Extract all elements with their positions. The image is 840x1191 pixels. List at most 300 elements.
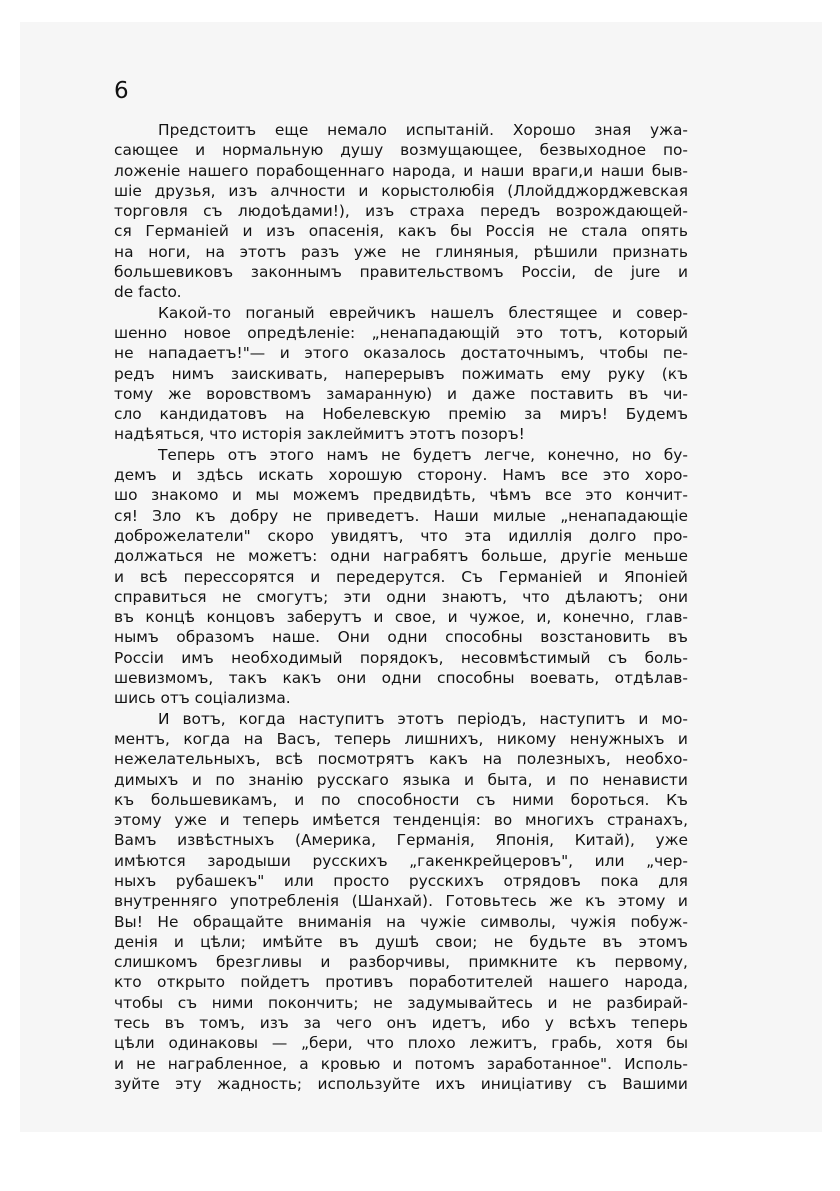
word: по — [569, 770, 589, 789]
word: нашелъ — [430, 303, 495, 322]
word: Россіи — [114, 648, 164, 667]
word: наши — [600, 161, 645, 180]
word: и — [611, 303, 622, 322]
text-line — [114, 871, 688, 891]
word: шевизмомъ, — [114, 669, 214, 688]
word: и — [310, 567, 321, 586]
word: знакомо — [150, 486, 219, 505]
word: быта, — [487, 770, 533, 789]
word: конечно, — [547, 445, 620, 464]
word: открыто — [157, 973, 226, 992]
word: во — [493, 811, 513, 830]
word: или — [283, 871, 314, 890]
word: меньше — [624, 547, 688, 566]
word: „бери, — [301, 1034, 353, 1053]
word: нападаетъ!"— — [148, 344, 266, 363]
word: слишкомъ — [114, 953, 198, 972]
word: концѣ — [145, 608, 196, 627]
word: всѣхъ — [568, 1014, 617, 1033]
word: пока — [600, 871, 639, 890]
word: посмотрятъ — [317, 750, 415, 769]
word: душѣ — [374, 932, 420, 951]
word: знаютъ, — [441, 587, 507, 606]
word: это — [602, 466, 630, 485]
word: этотъ — [409, 425, 461, 444]
word: въ — [667, 628, 688, 647]
word: Готовьтесь — [445, 892, 537, 911]
word: несовмѣстимый — [460, 648, 591, 667]
word: законнымъ — [250, 263, 342, 282]
word: „чер- — [646, 851, 688, 870]
text-line — [114, 526, 688, 546]
word: Вы! — [114, 912, 143, 931]
word: въ — [114, 608, 134, 627]
word: сающее — [114, 141, 179, 160]
word: глиняныя, — [435, 242, 519, 261]
word: въ — [628, 384, 649, 403]
word: одни — [381, 669, 422, 688]
word: (Америка, — [294, 831, 376, 850]
word: чтобы — [114, 993, 164, 1012]
word: и — [231, 486, 242, 505]
word: не — [572, 993, 592, 1012]
word: не — [221, 587, 242, 606]
word: нашего — [548, 973, 609, 992]
text-line — [114, 161, 688, 181]
word: немало — [327, 121, 387, 139]
text-line — [114, 445, 688, 465]
word: миръ! — [559, 405, 608, 424]
word: de — [593, 263, 614, 282]
word: разбирай- — [606, 993, 688, 1012]
word: на — [243, 729, 264, 748]
text-line — [114, 932, 688, 952]
word: и — [173, 932, 184, 951]
word: въ — [602, 932, 623, 951]
word: передерутся. — [336, 567, 446, 586]
word: народа, — [624, 973, 688, 992]
word: что — [522, 587, 550, 606]
text-line — [114, 424, 688, 444]
word: позоръ! — [460, 425, 525, 444]
word: а — [299, 1054, 309, 1073]
word: соціализма. — [194, 689, 291, 708]
word: легче, — [484, 445, 535, 464]
word: про- — [653, 526, 688, 545]
word: когда — [183, 729, 231, 748]
word: рѣшили — [533, 242, 598, 261]
page-number: 6 — [114, 78, 129, 104]
text-line — [114, 282, 688, 302]
word: возстановить — [540, 628, 651, 647]
word: всѣ — [275, 750, 304, 769]
word: достаточнымъ, — [460, 344, 585, 363]
word: наперерывъ — [344, 364, 445, 383]
word: и — [373, 608, 384, 627]
word: конечно, — [562, 608, 635, 627]
word: эти — [343, 587, 371, 606]
word: русскихъ — [408, 871, 484, 890]
word: тесь — [114, 1014, 150, 1033]
word: алчности — [270, 181, 346, 200]
word: съ — [177, 993, 198, 1012]
word: чужое, — [469, 608, 525, 627]
word: жадность; — [216, 1074, 303, 1093]
word: боль- — [644, 648, 688, 667]
word: на — [285, 405, 305, 424]
word: здѣсь — [196, 466, 244, 485]
word: новое — [183, 323, 231, 342]
word: бы — [666, 1034, 688, 1053]
word: же — [167, 384, 192, 403]
word: Хорошо — [512, 121, 576, 139]
word: уже — [655, 831, 688, 850]
word: вотъ, — [182, 709, 226, 728]
word: опасенія, — [308, 222, 385, 241]
word: и — [279, 344, 290, 363]
word: шіе — [114, 181, 142, 200]
word: и — [320, 953, 331, 972]
word: еще — [274, 121, 309, 139]
word: (Шанхай). — [351, 892, 433, 911]
word: совер- — [636, 303, 688, 322]
word: одни — [386, 587, 427, 606]
word: этому — [617, 892, 666, 911]
word: просто — [333, 871, 390, 890]
word: онъ — [386, 1014, 417, 1033]
word: даже — [471, 384, 516, 403]
word: свое, — [394, 608, 437, 627]
word: ненависти — [602, 770, 688, 789]
word: уже — [353, 242, 387, 261]
word: можемъ — [292, 486, 360, 505]
word: шенно — [114, 323, 168, 342]
word: уже — [174, 811, 207, 830]
word: быв- — [651, 161, 688, 180]
word: и — [219, 811, 230, 830]
word: „гакенкрейцеровъ", — [409, 851, 574, 870]
word: не — [136, 1054, 156, 1073]
text-line — [114, 140, 688, 160]
text-line — [114, 1033, 688, 1053]
word: и — [464, 770, 475, 789]
word: Вашими — [622, 1074, 688, 1093]
word: иниціативу — [480, 1074, 573, 1093]
word: это — [585, 486, 613, 505]
word: одни — [330, 547, 371, 566]
word: не — [380, 445, 401, 464]
word: вниманія — [297, 912, 372, 931]
word: изъ — [228, 181, 258, 200]
word: хоро- — [644, 466, 688, 485]
word: бы — [450, 222, 472, 241]
word: они — [336, 669, 367, 688]
word: разборчивы, — [348, 953, 451, 972]
word: одни — [387, 628, 428, 647]
text-line — [114, 729, 688, 749]
word: Нобелевскую — [322, 405, 431, 424]
word: чѣмъ — [489, 486, 532, 505]
word: правительствомъ — [359, 263, 504, 282]
word: ментъ, — [114, 729, 170, 748]
text-line — [114, 465, 688, 485]
word: изъ — [365, 202, 395, 221]
word: Китай), — [574, 831, 635, 850]
word: цѣли; — [200, 932, 246, 951]
word: поганый — [245, 303, 315, 322]
word: и — [294, 790, 305, 809]
word: испытаній. — [405, 121, 495, 139]
word: языка — [402, 770, 451, 789]
word: смогутъ; — [256, 587, 329, 606]
word: ибо — [501, 1014, 531, 1033]
text-line — [114, 262, 688, 282]
word: образомъ — [176, 628, 255, 647]
word: имѣется — [312, 811, 381, 830]
word: какъ — [397, 222, 437, 241]
word: нашего — [187, 161, 249, 180]
word: Германіей — [145, 222, 229, 241]
word: враги,и — [531, 161, 594, 180]
word: съ — [476, 790, 496, 809]
word: руку — [607, 364, 645, 383]
word: кровью — [320, 1054, 381, 1073]
word: съ — [587, 1074, 607, 1093]
word: заклеймитъ — [306, 425, 410, 444]
word: разъ — [300, 242, 340, 261]
text-line — [114, 912, 688, 932]
text-line — [114, 668, 688, 688]
word: не — [215, 547, 236, 566]
text-line — [114, 851, 688, 871]
word: странахъ, — [607, 811, 688, 830]
word: побуж- — [630, 912, 688, 931]
word: отъ — [227, 445, 258, 464]
word: брезгливы — [215, 953, 303, 972]
word: кончит- — [625, 486, 688, 505]
word: ся — [114, 222, 132, 241]
word: безвыходное — [539, 141, 647, 160]
word: надѣяться, — [114, 425, 210, 444]
word: къ — [576, 953, 597, 972]
word: скоро — [267, 526, 314, 545]
word: не — [401, 242, 421, 261]
word: и — [191, 770, 202, 789]
word: можетъ: — [247, 547, 318, 566]
body-text — [114, 120, 688, 1094]
word: мы — [255, 486, 280, 505]
text-line — [114, 587, 688, 607]
word: передъ — [480, 202, 541, 221]
word: и — [677, 892, 688, 911]
word: Японія, — [495, 831, 555, 850]
word: для — [658, 871, 688, 890]
word: и — [447, 384, 458, 403]
word: чужія — [570, 912, 616, 931]
word: періодъ, — [457, 709, 527, 728]
word: концовъ — [206, 608, 276, 627]
word: это — [516, 323, 544, 342]
word: потомъ — [414, 1054, 475, 1073]
word: отдѣлав- — [614, 669, 688, 688]
word: Намъ — [502, 466, 546, 485]
text-line — [114, 343, 688, 363]
word: перессорятся — [183, 567, 295, 586]
text-line — [114, 627, 688, 647]
word: будетъ — [413, 445, 472, 464]
word: и, — [536, 608, 552, 627]
word: рубашекъ" — [175, 871, 265, 890]
word: Германіей — [498, 567, 583, 586]
word: многихъ — [525, 811, 595, 830]
word: съ — [607, 648, 628, 667]
word: Будемъ — [625, 405, 688, 424]
word: способности — [357, 790, 460, 809]
word: эта — [464, 526, 492, 545]
text-line — [114, 688, 688, 708]
word: будьте — [529, 932, 587, 951]
word: и — [171, 466, 182, 485]
word: русскихъ — [312, 851, 388, 870]
word: de — [114, 283, 139, 302]
word: „ненападающій — [371, 323, 500, 342]
text-line — [114, 384, 688, 404]
word: этого — [304, 344, 349, 363]
word: не — [292, 506, 312, 525]
word: идетъ, — [431, 1014, 487, 1033]
word: имѣйте — [262, 932, 323, 951]
text-line — [114, 364, 688, 384]
word: И — [158, 709, 170, 728]
word: и — [392, 1054, 403, 1073]
word: и — [638, 709, 649, 728]
word: изъ — [266, 222, 296, 241]
word: по — [215, 770, 235, 789]
word: нормальную — [222, 141, 324, 160]
word: наступитъ — [298, 709, 385, 728]
text-line — [114, 972, 688, 992]
word: хотя — [615, 1034, 653, 1053]
text-line — [114, 830, 688, 850]
word: за — [303, 1014, 322, 1033]
word: этотъ — [239, 242, 287, 261]
word: имѣются — [114, 851, 186, 870]
text-line — [114, 323, 688, 343]
word: или — [594, 851, 625, 870]
word: какъ — [282, 669, 322, 688]
word: шо — [114, 486, 138, 505]
text-line — [114, 993, 688, 1013]
text-line — [114, 485, 688, 505]
word: тотъ, — [559, 323, 603, 342]
word: изъ — [259, 1014, 289, 1033]
word: Съ — [461, 567, 483, 586]
word: Они — [337, 628, 370, 647]
word: facto. — [138, 283, 182, 302]
word: и — [242, 222, 253, 241]
word: первому, — [614, 953, 688, 972]
word: и — [677, 729, 688, 748]
word: используйте — [317, 1074, 421, 1093]
word: ноги, — [148, 242, 191, 261]
text-line — [114, 790, 688, 810]
word: что — [209, 425, 242, 444]
word: демъ — [114, 466, 157, 485]
word: по- — [662, 141, 688, 160]
word: и — [447, 608, 458, 627]
word: сторону. — [417, 466, 488, 485]
word: блестящее — [508, 303, 598, 322]
word: къ — [114, 790, 135, 809]
word: Вамъ — [114, 831, 157, 850]
word: на — [205, 242, 225, 261]
word: предвидѣть, — [372, 486, 476, 505]
text-line — [114, 749, 688, 769]
word: плохо — [407, 1034, 456, 1053]
word: же — [549, 892, 573, 911]
text-line — [114, 891, 688, 911]
word: „ненападающіе — [560, 506, 688, 525]
word: — — [271, 1034, 288, 1053]
word: мо- — [661, 709, 688, 728]
text-line — [114, 120, 688, 140]
word: что — [420, 526, 448, 545]
word: воровствомъ — [206, 384, 312, 403]
text-line — [114, 404, 688, 424]
word: хорошую — [328, 466, 403, 485]
word: поработителей — [408, 973, 534, 992]
word: теперь — [334, 729, 392, 748]
word: томъ, — [199, 1014, 246, 1033]
word: ужа- — [650, 121, 688, 139]
word: и — [545, 770, 556, 789]
word: не — [114, 344, 134, 363]
word: способны — [445, 628, 523, 647]
text-line — [114, 546, 688, 566]
word: необхо- — [625, 750, 688, 769]
text-line — [114, 810, 688, 830]
word: премію — [448, 405, 507, 424]
text-line — [114, 1074, 688, 1094]
word: награбятъ — [382, 547, 469, 566]
word: Зло — [152, 506, 182, 525]
word: Теперь — [158, 445, 216, 464]
word: на — [482, 750, 503, 769]
word: ему — [560, 364, 591, 383]
word: зуйте — [114, 1074, 160, 1093]
word: свои; — [435, 932, 478, 951]
word: этого — [269, 445, 314, 464]
word: большевикамъ, — [150, 790, 278, 809]
word: ними — [512, 790, 554, 809]
word: имъ — [181, 648, 214, 667]
word: Къ — [666, 790, 688, 809]
word: (Ллойдджорджевская — [507, 181, 688, 200]
word: и — [114, 1054, 125, 1073]
word: Германія, — [396, 831, 475, 850]
word: должаться — [114, 547, 203, 566]
word: необходимый — [231, 648, 343, 667]
word: тому — [114, 384, 154, 403]
word: что — [366, 1034, 394, 1053]
word: признать — [612, 242, 688, 261]
word: съ — [203, 202, 223, 221]
word: отрядовъ — [503, 871, 581, 890]
word: эту — [175, 1074, 202, 1093]
word: одинаковы — [168, 1034, 258, 1053]
word: Россіи, — [521, 263, 577, 282]
word: димыхъ — [114, 770, 179, 789]
